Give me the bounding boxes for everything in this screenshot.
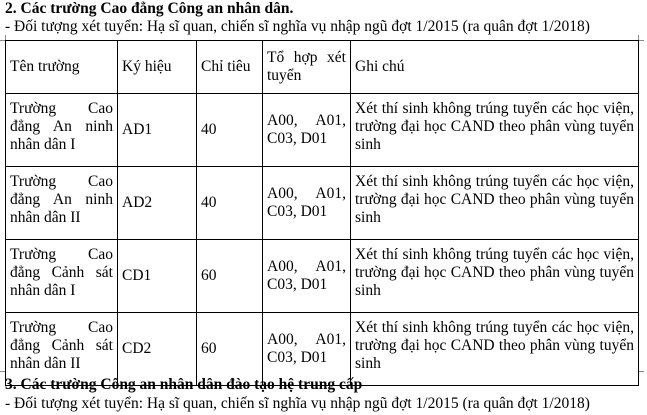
school-name: Trường Cao đẳng An ninh nhân dân II [6, 167, 118, 240]
school-note: Xét thí sinh không trúng tuyển các học viện, trường đại học CAND theo phân vùng tuyển sinh [351, 167, 639, 240]
subject-combination: A00, A01, C03, D01 [263, 240, 351, 313]
school-name: Trường Cao đẳng Cảnh sát nhân dân II [6, 313, 118, 386]
school-code: AD1 [118, 94, 197, 167]
section-2-heading: 2. Các trường Cao đẳng Công an nhân dân. [5, 0, 294, 17]
table-header-row [6, 41, 639, 94]
header-combination: Tổ hợp xét tuyển [263, 41, 351, 94]
school-note: Xét thí sinh không trúng tuyển các học viện, trường đại học CAND theo phân vùng tuyển sinh [351, 240, 639, 313]
table-row [6, 240, 639, 313]
school-quota: 60 [197, 240, 263, 313]
subject-combination: A00, A01, C03, D01 [263, 94, 351, 167]
table-row [6, 94, 639, 167]
school-code: CD2 [118, 313, 197, 386]
header-quota: Chỉ tiêu [197, 41, 263, 94]
section-3-subject: - Đối tượng xét tuyển: Hạ sĩ quan, chiến sĩ nghĩa vụ nhập ngũ đợt 1/2015 (ra quân đợt 1/2018) [5, 395, 590, 412]
subject-combination: A00, A01, C03, D01 [263, 313, 351, 386]
section-3-heading: 3. Các trường Công an nhân dân đào tạo hệ trung cấp [5, 376, 363, 393]
school-quota: 40 [197, 167, 263, 240]
school-quota: 40 [197, 94, 263, 167]
header-code: Ký hiệu [118, 41, 197, 94]
header-school-name: Tên trường [6, 41, 118, 94]
colleges-table [5, 40, 639, 386]
school-note: Xét thí sinh không trúng tuyển các học viện, trường đại học CAND theo phân vùng tuyển sinh [351, 313, 639, 386]
school-note: Xét thí sinh không trúng tuyển các học viện, trường đại học CAND theo phân vùng tuyển sinh [351, 94, 639, 167]
school-quota: 60 [197, 313, 263, 386]
header-note: Ghi chú [351, 41, 639, 94]
school-name: Trường Cao đẳng Cảnh sát nhân dân I [6, 240, 118, 313]
section-2-subject: - Đối tượng xét tuyển: Hạ sĩ quan, chiến sĩ nghĩa vụ nhập ngũ đợt 1/2015 (ra quân đợt 1/2018) [5, 18, 590, 35]
table-row [6, 167, 639, 240]
subject-combination: A00, A01, C03, D01 [263, 167, 351, 240]
school-name: Trường Cao đẳng An ninh nhân dân I [6, 94, 118, 167]
table-row [6, 313, 639, 386]
school-code: AD2 [118, 167, 197, 240]
school-code: CD1 [118, 240, 197, 313]
